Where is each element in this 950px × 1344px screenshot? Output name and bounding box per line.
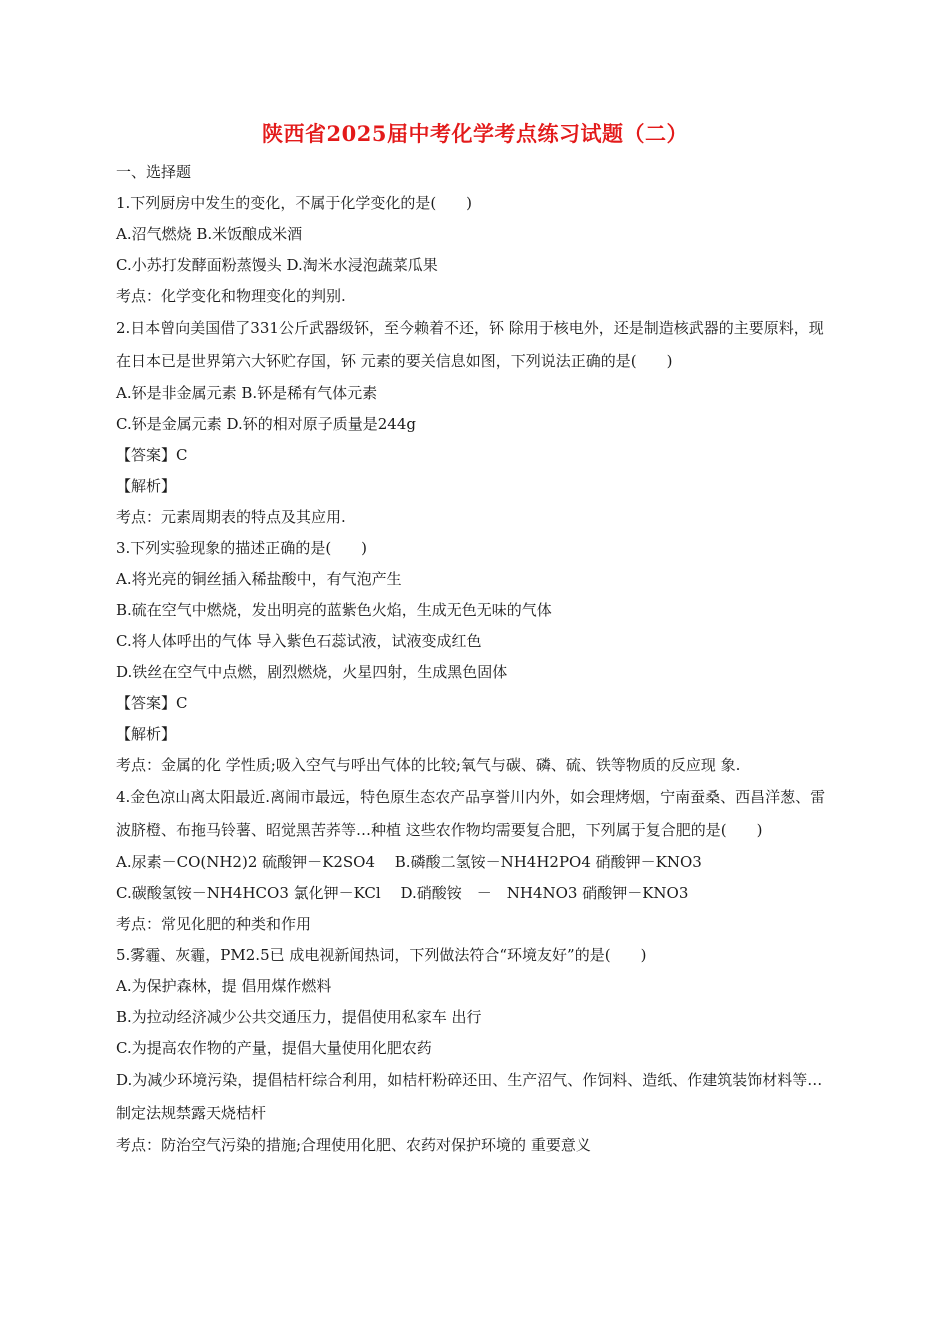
- question-2-analysis: 【解析】: [116, 477, 177, 495]
- question-2: 2.日本曾向美国借了331公斤武器级钚，至今赖着不还，钚 除用于核电外，还是制造核武器的主要原料，现在日本已是世界第六大钚贮存国，钚 元素的要关信息如图，下列说法正确的是( ): [116, 319, 824, 370]
- question-1-options-ab: A.沼气燃烧 B.米饭酿成米酒: [116, 225, 303, 243]
- question-2-options-ab: A.钚是非金属元素 B.钚是稀有气体元素: [116, 384, 378, 402]
- question-5-option-b: B.为拉动经济减少公共交通压力，提倡使用私家车 出行: [116, 1008, 482, 1026]
- question-5-option-a: A.为保护森林，提 倡用煤作燃料: [116, 977, 332, 995]
- question-4-options-ab: A.尿素－CO(NH2)2 硫酸钾－K2SO4 B.磷酸二氢铵－NH4H2PO4 硝酸钾－KNO3: [116, 853, 702, 871]
- question-3-option-c: C.将人体呼出的气体 导入紫色石蕊试液，试液变成红色: [116, 632, 482, 650]
- question-3-option-d: D.铁丝在空气中点燃，剧烈燃烧，火星四射，生成黑色固体: [116, 663, 508, 681]
- question-2-options-cd: C.钚是金属元素 D.钚的相对原子质量是244g: [116, 415, 416, 433]
- question-2-answer: 【答案】C: [116, 446, 188, 464]
- question-2-topic: 考点：元素周期表的特点及其应用.: [116, 508, 346, 526]
- question-5-option-d: D.为减少环境污染，提倡桔杆综合利用，如桔杆粉碎还田、生产沼气、作饲料、造纸、作建筑装饰材料等…制定法规禁露天烧桔杆: [116, 1071, 823, 1122]
- question-3-option-b: B.硫在空气中燃烧，发出明亮的蓝紫色火焰，生成无色无味的气体: [116, 601, 552, 619]
- question-1: 1.下列厨房中发生的变化，不属于化学变化的是( ): [116, 194, 473, 212]
- question-4-topic: 考点：常见化肥的种类和作用: [116, 915, 312, 933]
- question-5-topic: 考点：防治空气污染的措施;合理使用化肥、农药对保护环境的 重要意义: [116, 1136, 591, 1154]
- question-3-option-a: A.将光亮的铜丝插入稀盐酸中，有气泡产生: [116, 570, 402, 588]
- question-5-option-c: C.为提高农作物的产量，提倡大量使用化肥农药: [116, 1039, 432, 1057]
- question-3-topic: 考点：金属的化 学性质;吸入空气与呼出气体的比较;氧气与碳、磷、硫、铁等物质的反应现 象.: [116, 756, 741, 774]
- question-4: 4.金色凉山离太阳最近.离闹市最远，特色原生态农产品享誉川内外，如会理烤烟，宁南蚕桑、西昌洋葱、雷波脐橙、布拖马铃薯、昭觉黑苦荞等…种植 这些农作物均需要复合肥，下列属于复合肥的是( ): [116, 788, 826, 839]
- question-1-topic: 考点：化学变化和物理变化的判别.: [116, 287, 346, 305]
- question-3-answer: 【答案】C: [116, 694, 188, 712]
- question-4-options-cd: C.碳酸氢铵－NH4HCO3 氯化钾－KCl D.硝酸铵 － NH4NO3 硝酸钾－KNO3: [116, 884, 689, 902]
- question-5: 5.雾霾、灰霾，PM2.5已 成电视新闻热词，下列做法符合“环境友好”的是( ): [116, 946, 647, 964]
- question-3: 3.下列实验现象的描述正确的是( ): [116, 539, 368, 557]
- section-heading: 一、选择题: [116, 163, 192, 181]
- question-1-options-cd: C.小苏打发酵面粉蒸馒头 D.淘米水浸泡蔬菜瓜果: [116, 256, 438, 274]
- document-title: 陕西省2025届中考化学考点练习试题（二）: [262, 121, 688, 146]
- question-3-analysis: 【解析】: [116, 725, 177, 743]
- document-body: [116, 157, 836, 1161]
